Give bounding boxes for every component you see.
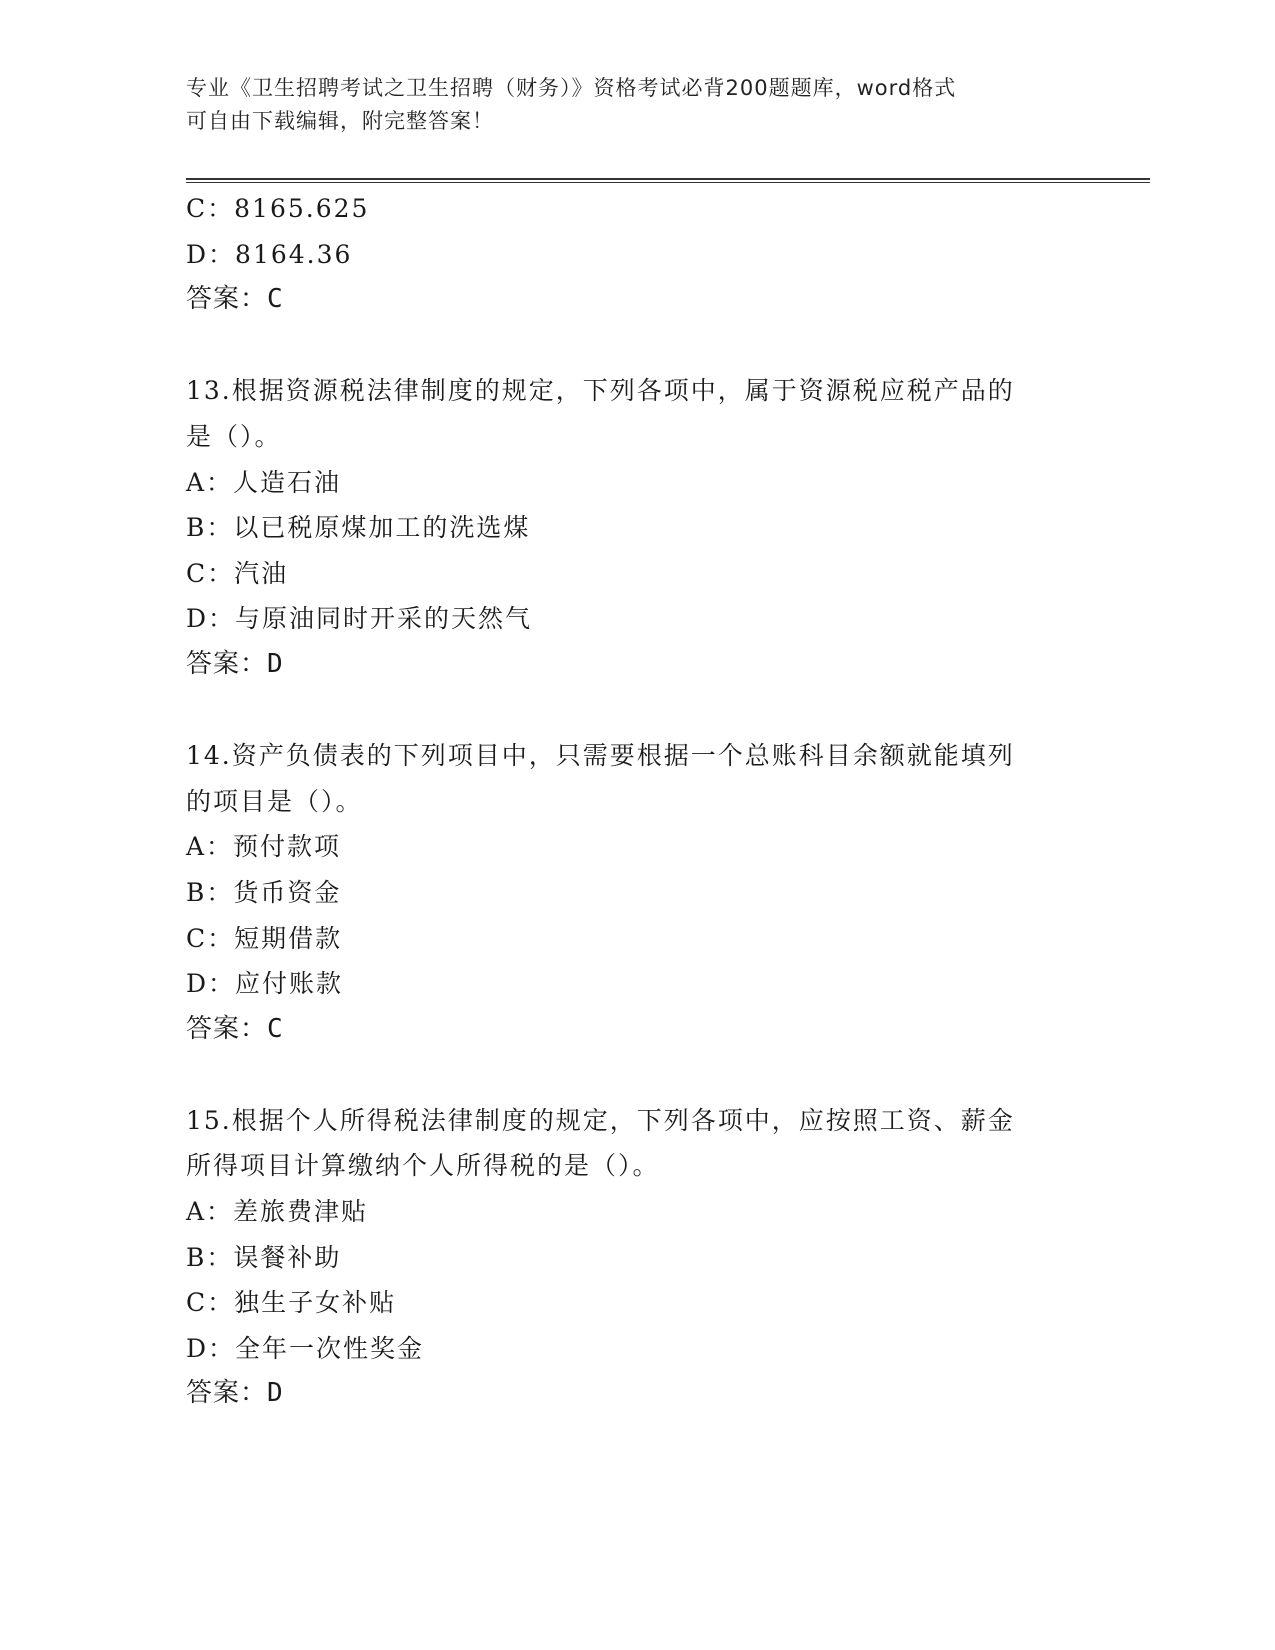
answer-value: C bbox=[267, 1013, 284, 1044]
answer-label: 答案： bbox=[186, 1378, 268, 1409]
option-c: C：汽油 bbox=[186, 558, 289, 588]
answer-line bbox=[186, 1371, 1086, 1417]
answer-line bbox=[186, 1007, 1086, 1053]
question-stem-line: 所得项目计算缴纳个人所得税的是（）。 bbox=[186, 1151, 660, 1181]
previous-question-tail bbox=[186, 186, 1086, 323]
answer-label: 答案： bbox=[186, 648, 268, 679]
option-d: D：全年一次性奖金 bbox=[186, 1333, 425, 1363]
answer-value: C bbox=[267, 284, 284, 315]
question-stem-line: 的项目是（）。 bbox=[186, 786, 363, 816]
question-content bbox=[186, 186, 1086, 1417]
header-title-line-2: 可自由下载编辑，附完整答案！ bbox=[186, 109, 494, 133]
question-stem-line: 14.资产负债表的下列项目中，只需要根据一个总账科目余额就能填列 bbox=[186, 741, 1015, 771]
option-a: A：人造石油 bbox=[186, 467, 342, 497]
option-d: D：与原油同时开采的天然气 bbox=[186, 604, 533, 634]
question-15 bbox=[186, 1098, 1086, 1417]
question-13 bbox=[186, 368, 1086, 687]
answer-value: D bbox=[267, 1378, 284, 1409]
option-b: B：货币资金 bbox=[186, 877, 342, 907]
option-c: C：独生子女补贴 bbox=[186, 1288, 397, 1318]
option-a: A：预付款项 bbox=[186, 832, 342, 862]
question-stem-line: 13.根据资源税法律制度的规定，下列各项中，属于资源税应税产品的 bbox=[186, 376, 1015, 406]
question-stem-line: 15.根据个人所得税法律制度的规定，下列各项中，应按照工资、薪金 bbox=[186, 1105, 1015, 1135]
spacer bbox=[186, 323, 1086, 369]
option-d: D：应付账款 bbox=[186, 969, 344, 999]
header-title-line-1: 专业《卫生招聘考试之卫生招聘（财务）》资格考试必背200题题库，word格式 bbox=[186, 76, 957, 100]
option-a: A：差旅费津贴 bbox=[186, 1197, 369, 1227]
header-divider bbox=[186, 178, 1150, 183]
option-c: C：8165.625 bbox=[186, 194, 370, 223]
option-c: C：短期借款 bbox=[186, 923, 343, 953]
spacer bbox=[186, 1052, 1086, 1098]
spacer bbox=[186, 688, 1086, 734]
answer-line bbox=[186, 642, 1086, 688]
answer-label: 答案： bbox=[186, 284, 268, 315]
answer-label: 答案： bbox=[186, 1013, 268, 1044]
option-b: B：以已税原煤加工的洗选煤 bbox=[186, 513, 531, 543]
option-b: B：误餐补助 bbox=[186, 1242, 342, 1272]
answer-line bbox=[186, 277, 1086, 323]
option-d: D：8164.36 bbox=[186, 239, 353, 269]
question-14 bbox=[186, 733, 1086, 1052]
document-header bbox=[186, 72, 1086, 138]
question-stem-line: 是（）。 bbox=[186, 421, 282, 451]
answer-value: D bbox=[267, 648, 284, 679]
